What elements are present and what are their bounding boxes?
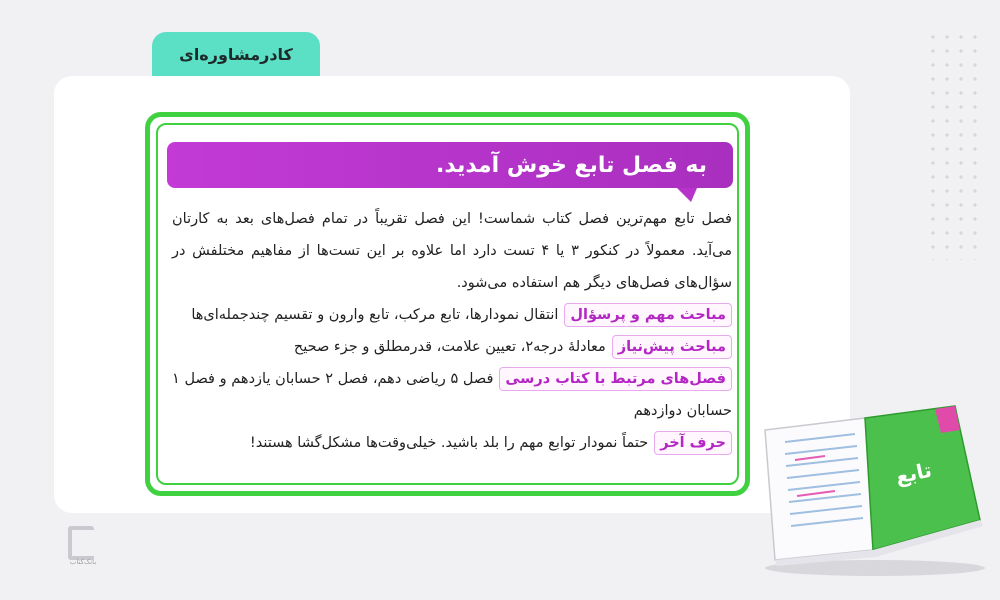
banner-title: به فصل تابع خوش آمدید.: [167, 142, 733, 188]
tag-related-chapters: فصل‌های مرتبط با کتاب درسی: [499, 367, 732, 391]
brand-logo: [56, 520, 106, 570]
text-important-topics: انتقال نمودارها، تابع مرکب، تابع وارون و تقسیم چندجمله‌ای‌ها: [191, 307, 559, 323]
item-related-chapters: [172, 363, 732, 427]
text-prerequisites: معادلهٔ درجه۲، تعیین علامت، قدرمطلق و جزء صحیح: [293, 339, 606, 355]
item-important-topics: [172, 299, 732, 331]
item-prerequisites: [172, 331, 732, 363]
text-last-word: حتماً نمودار توابع مهم را بلد باشید. خیلی‌وقت‌ها مشکل‌گشا هستند!: [249, 435, 649, 451]
tag-last-word: حرف آخر: [654, 431, 732, 455]
book-cover-title: تابع: [893, 457, 934, 489]
tag-prerequisites: مباحث پیش‌نیاز: [612, 335, 732, 359]
open-book-image: [755, 400, 995, 580]
intro-line-1: فصل تابع مهم‌ترین فصل کتاب شماست! این فصل تقریباً در تمام فصل‌های بعد به کارتان می‌آید.: [172, 211, 733, 259]
logo-mark-icon: [68, 526, 94, 560]
intro-line-2: معمولاً در کنکور ۳ یا ۴ تست دارد اما علاوه بر این تست‌ها از مفاهیم مختلفش در سؤال‌های: [172, 243, 732, 291]
item-last-word: [172, 427, 732, 459]
advice-content: [172, 203, 732, 459]
text-related-chapters: فصل ۵ ریاضی دهم، فصل ۲ حسابان یازدهم و فصل ۱ حسابان دوازدهم: [172, 371, 732, 419]
section-tab: کادرمشاوره‌ای: [152, 32, 320, 76]
intro-paragraph: [172, 203, 732, 299]
dot-pattern: [926, 30, 986, 260]
logo-text: بانک‌کتاب: [69, 558, 97, 566]
tag-important-topics: مباحث مهم و پرسؤال: [564, 303, 732, 327]
intro-line-3: فصل‌های دیگر هم استفاده می‌شود.: [456, 275, 670, 291]
